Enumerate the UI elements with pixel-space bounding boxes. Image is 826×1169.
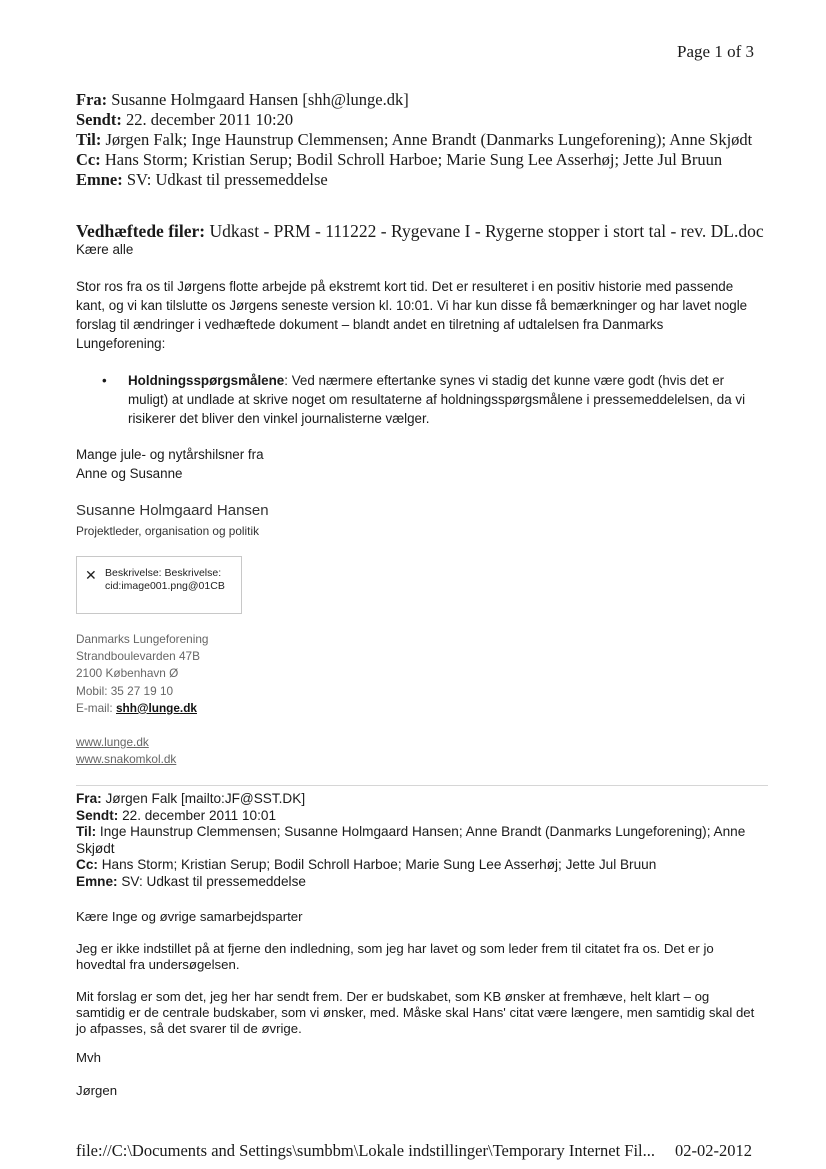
bullet-title: Holdningsspørgsmålene [128,373,285,388]
email2-paragraph2: Mit forslag er som det, jeg her har sendt frem. Der er budskabet, som KB ønsker at fremhæve, helt klart – og samtidig er de centrale budskaber, som vi ønsker, med. Måske skal Hans' citat være længere, men samtidig skal det jo afpasses, så det svarer til de øvrige. [76,989,755,1036]
broken-image-icon: ✕ [85,567,97,583]
signature-contact [76,631,208,717]
email-divider [76,785,768,786]
email2-paragraph1: Jeg er ikke indstillet på at fjerne den indledning, som jeg har lavet og som leder frem til citatet fra os. Det er jo hovedtal fra undersøgelsen. [76,941,714,972]
email2-greeting: Kære Inge og øvrige samarbejdsparter [76,909,303,924]
mobile-number: Mobil: 35 27 19 10 [76,683,174,698]
link-snakomkol[interactable]: www.snakomkol.dk [76,752,177,766]
email1-attachment: Vedhæftede filer: Udkast - PRM - 111222 - Rygevane I - Rygerne stopper i stort tal - rev. DL.doc [76,221,764,241]
signature-links [76,734,176,768]
email-line: E-mail: shh@lunge.dk [76,700,197,715]
email1-bullet-item [102,371,752,428]
org-address: Strandboulevarden 47B [76,649,200,664]
email1-subject: Emne: SV: Udkast til pressemeddelse [76,170,328,189]
signature-name: Susanne Holmgaard Hansen [76,502,269,519]
org-name: Danmarks Lungeforening [76,632,209,646]
footer-path: file://C:\Documents and Settings\sumbbm\Lokale indstillinger\Temporary Internet Fil... [76,1141,656,1160]
email2-subject: Emne: SV: Udkast til pressemeddelse [76,873,306,889]
org-city: 2100 København Ø [76,666,179,681]
image-alt-text: Beskrivelse: Beskrivelse: cid:image001.png@01CB [105,567,225,592]
email2-header [76,791,766,890]
email1-header [76,90,766,190]
email-link[interactable]: shh@lunge.dk [116,700,197,715]
email1-sent: Sendt: 22. december 2011 10:20 [76,110,294,129]
signature-image-placeholder [76,556,242,614]
footer-date: 02-02-2012 [675,1141,752,1160]
email1-greeting: Kære alle [76,242,134,257]
bullet-icon: • [102,373,107,388]
signature-title: Projektleder, organisation og politik [76,524,259,538]
email1-paragraph: Stor ros fra os til Jørgens flotte arbejde på ekstremt kort tid. Det er resulteret i en positiv historie med passende kant, og vi kan tilslutte os Jørgens seneste version kl. 10:01. Vi har kun disse få bemærkninger og har lavet nogle forslag til ændringer i vedhæftede dokument – blandt andet en tilretning af udtalelsen fra Danmarks Lungeforening: [76,279,748,351]
email1-to: Til: Jørgen Falk; Inge Haunstrup Clemmensen; Anne Brandt (Danmarks Lungeforening); Anne Skjødt [76,130,753,149]
email2-sent: Sendt: 22. december 2011 10:01 [76,807,277,823]
page-footer [76,1141,752,1161]
email2-cc: Cc: Hans Storm; Kristian Serup; Bodil Schroll Harboe; Marie Sung Lee Asserhøj; Jette Jul Bruun [76,857,657,872]
email2-name: Jørgen [76,1083,118,1098]
email1-cc: Cc: Hans Storm; Kristian Serup; Bodil Schroll Harboe; Marie Sung Lee Asserhøj; Jette Jul Bruun [76,150,723,169]
attachment-filename[interactable]: Udkast - PRM - 111222 - Rygevane I - Rygerne stopper i stort tal - rev. DL.doc [209,221,764,241]
link-lunge[interactable]: www.lunge.dk [76,735,149,749]
email1-from: Fra: Susanne Holmgaard Hansen [shh@lunge.dk] [76,90,409,109]
email2-from: Fra: Jørgen Falk [mailto:JF@SST.DK] [76,791,306,806]
email2-signoff: Mvh [76,1050,101,1065]
email2-to: Til: Inge Haunstrup Clemmensen; Susanne Holmgaard Hansen; Anne Brandt (Danmarks Lungeforening); Anne Skjødt [76,824,746,856]
bullet-text: : Ved nærmere eftertanke synes vi stadig det kunne være godt (hvis det er muligt) at undlade at skrive noget om resultaterne af holdningsspørgsmålene i pressemeddelelsen, da vi risikerer det bliver den vinkel journalisterne vælger. [128,373,746,426]
page-number: Page 1 of 3 [677,42,754,61]
email1-closing: Mange jule- og nytårshilsner fra Anne og Susanne [76,447,264,481]
